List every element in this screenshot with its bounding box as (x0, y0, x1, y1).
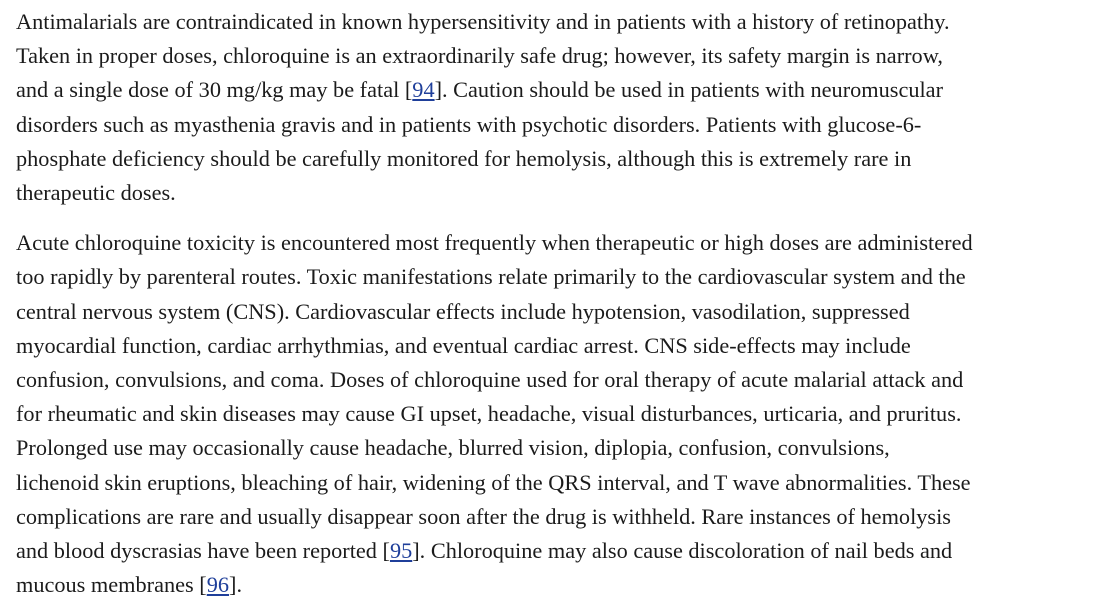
text-segment: too rapidly by parenteral routes. Toxic manifestations relate primarily to the cardiovascular system and the (16, 264, 966, 290)
text-line (16, 500, 1094, 534)
text-segment: central nervous system (CNS). Cardiovascular effects include hypotension, vasodilation, suppressed (16, 298, 910, 324)
text-segment: Prolonged use may occasionally cause headache, blurred vision, diplopia, confusion, convulsions, (16, 435, 890, 461)
text-segment: complications are rare and usually disappear soon after the drug is withheld. Rare instances of hemolysis (16, 503, 951, 529)
text-line (16, 363, 1094, 397)
text-segment: myocardial function, cardiac arrhythmias, and eventual cardiac arrest. CNS side-effects may include (16, 332, 911, 358)
text-segment: ]. (229, 572, 243, 598)
text-line (16, 108, 1094, 142)
text-line (16, 431, 1094, 465)
paragraph-1 (16, 5, 1094, 210)
text-segment: mucous membranes [ (16, 572, 207, 598)
text-segment: Antimalarials are contraindicated in known hypersensitivity and in patients with a history of retinopathy. (16, 9, 950, 34)
text-line (16, 5, 1094, 39)
paragraph-2 (16, 226, 1094, 602)
text-segment: Taken in proper doses, chloroquine is an extraordinarily safe drug; however, its safety margin is narrow, (16, 43, 943, 69)
text-segment: and a single dose of 30 mg/kg may be fatal [ (16, 77, 413, 103)
text-line (16, 176, 1094, 210)
text-line (16, 142, 1094, 176)
text-line (16, 534, 1094, 568)
text-line (16, 39, 1094, 73)
text-line (16, 260, 1094, 294)
citation-link-94[interactable]: 94 (412, 77, 435, 103)
text-line (16, 295, 1094, 329)
citation-link-96[interactable]: 96 (206, 572, 230, 598)
citation-link-95[interactable]: 95 (389, 538, 413, 564)
text-line (16, 226, 1094, 260)
text-segment: for rheumatic and skin diseases may cause GI upset, headache, visual disturbances, urticaria, and pruritus. (16, 401, 962, 427)
text-line (16, 466, 1094, 500)
text-segment: phosphate deficiency should be carefully monitored for hemolysis, although this is extremely rare in (16, 145, 912, 171)
article-body (16, 5, 1094, 602)
text-segment: lichenoid skin eruptions, bleaching of hair, widening of the QRS interval, and T wave abnormalities. These (16, 469, 971, 495)
text-line (16, 73, 1094, 107)
text-segment: and blood dyscrasias have been reported [ (16, 538, 390, 564)
text-segment: therapeutic doses. (16, 180, 176, 206)
text-line (16, 329, 1094, 363)
text-segment: Acute chloroquine toxicity is encountered most frequently when therapeutic or high doses are administered (16, 230, 973, 256)
text-segment: ]. Caution should be used in patients with neuromuscular (434, 77, 944, 103)
text-segment: disorders such as myasthenia gravis and in patients with psychotic disorders. Patients with glucose-6- (16, 111, 922, 137)
text-line (16, 397, 1094, 431)
text-line (16, 568, 1094, 602)
text-segment: ]. Chloroquine may also cause discoloration of nail beds and (412, 538, 953, 564)
text-segment: confusion, convulsions, and coma. Doses of chloroquine used for oral therapy of acute malarial attack and (16, 367, 964, 393)
